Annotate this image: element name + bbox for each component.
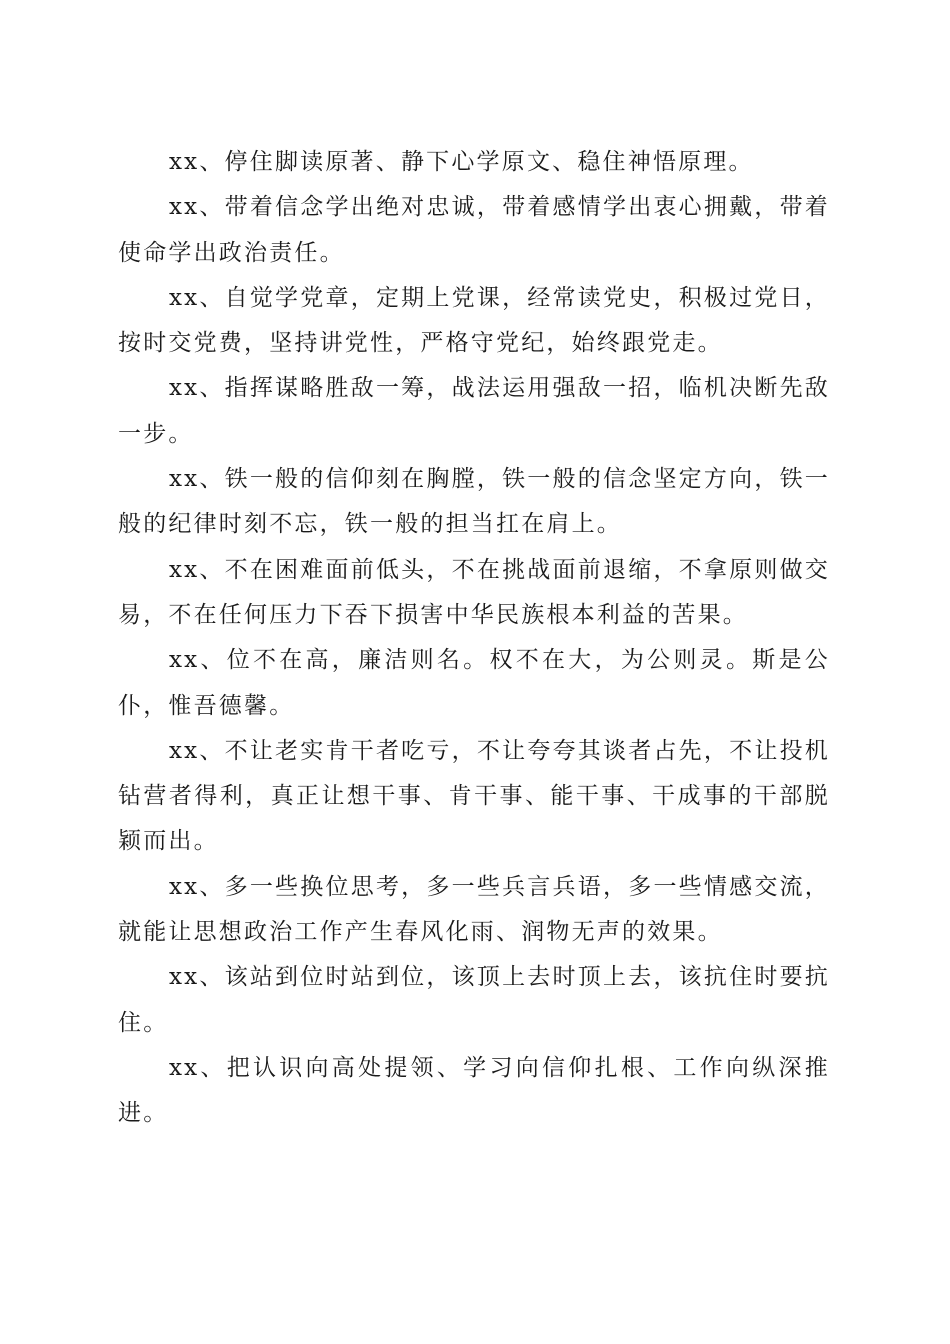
paragraph-11: xx、把认识向高处提领、学习向信仰扎根、工作向纵深推进。	[118, 1054, 830, 1127]
paragraph-10: xx、该站到位时站到位，该顶上去时顶上去，该抗住时要抗住。	[118, 964, 830, 1036]
document-body	[118, 140, 830, 1137]
paragraph-4: xx、指挥谋略胜敌一筹，战法运用强敌一招，临机决断先敌一步。	[118, 375, 830, 447]
paragraph-2: xx、带着信念学出绝对忠诚，带着感情学出衷心拥戴，带着使命学出政治责任。	[118, 194, 830, 266]
paragraph-9: xx、多一些换位思考，多一些兵言兵语，多一些情感交流，就能让思想政治工作产生春风化雨、润物无声的效果。	[118, 873, 830, 946]
paragraph-1: xx、停住脚读原著、静下心学原文、稳住神悟原理。	[169, 149, 754, 175]
paragraph-3: xx、自觉学党章，定期上党课，经常读党史，积极过党日，按时交党费，坚持讲党性，严格守党纪，始终跟党走。	[118, 284, 830, 357]
paragraph-5: xx、铁一般的信仰刻在胸膛，铁一般的信念坚定方向，铁一般的纪律时刻不忘，铁一般的担当扛在肩上。	[118, 466, 830, 538]
paragraph-8: xx、不让老实肯干者吃亏，不让夸夸其谈者占先，不让投机钻营者得利，真正让想干事、肯干事、能干事、干成事的干部脱颖而出。	[118, 737, 830, 855]
paragraph-7: xx、位不在高，廉洁则名。权不在大，为公则灵。斯是公仆，惟吾德馨。	[118, 647, 830, 719]
paragraph-6: xx、不在困难面前低头，不在挑战面前退缩，不拿原则做交易，不在任何压力下吞下损害中华民族根本利益的苦果。	[118, 556, 830, 628]
